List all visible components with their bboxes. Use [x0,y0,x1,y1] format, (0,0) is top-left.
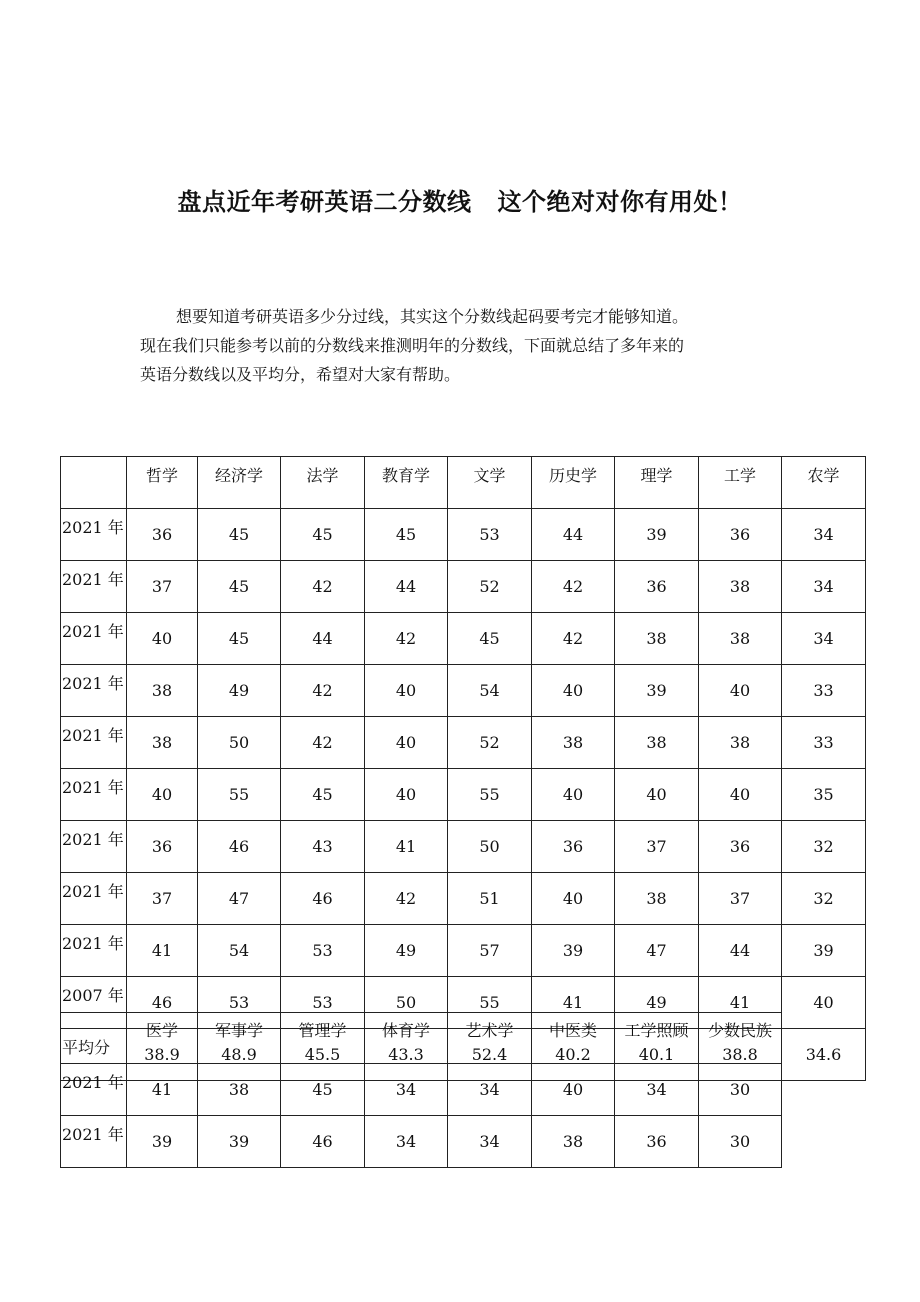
score-cell: 41 [699,977,782,1029]
header-corner-cell [61,457,127,509]
score-cell: 55 [448,769,532,821]
score-cell: 34 [782,509,866,561]
table-row [61,665,866,717]
title-part-1: 盘点近年考研英语二分数线 [177,187,472,216]
score-cell: 36 [699,509,782,561]
score-cell: 40 [699,665,782,717]
header-cell: 少数民族 [699,1013,782,1064]
score-cell: 37 [127,873,198,925]
score-cell: 50 [448,821,532,873]
score-cell: 52 [448,717,532,769]
score-cell: 34 [782,561,866,613]
score-cell: 45 [365,509,448,561]
intro-line-3: 英语分数线以及平均分，希望对大家有帮助。 [140,365,461,384]
header-cell: 工学照顾 [615,1013,699,1064]
score-cell: 30 [699,1116,782,1168]
header-cell: 经济学 [198,457,281,509]
score-cell: 34 [448,1064,532,1116]
score-cell: 46 [281,873,365,925]
score-cell: 45 [281,509,365,561]
score-cell: 40 [127,769,198,821]
score-cell: 42 [365,613,448,665]
row-label: 2021 年 [61,821,127,873]
score-cell: 34.6 [782,1029,866,1081]
score-cell: 40 [699,769,782,821]
score-cell: 39 [615,509,699,561]
row-label: 2021 年 [61,873,127,925]
score-cell: 40 [365,665,448,717]
score-cell: 43.3 [365,1029,448,1081]
table-row [61,509,866,561]
score-cell: 39 [198,1116,281,1168]
score-cell: 36 [615,1116,699,1168]
score-cell: 40 [365,717,448,769]
score-cell: 37 [699,873,782,925]
score-cell: 40 [532,665,615,717]
row-label: 2007 年 [61,977,127,1029]
score-cell: 34 [448,1116,532,1168]
score-cell: 38 [615,613,699,665]
score-cell: 46 [198,821,281,873]
header-cell: 教育学 [365,457,448,509]
row-label: 2021 年 [61,925,127,977]
score-cell: 38 [699,561,782,613]
row-label: 2021 年 [61,561,127,613]
score-cell: 38 [198,1064,281,1116]
score-cell: 43 [281,821,365,873]
score-cell: 38 [532,1116,615,1168]
score-cell: 42 [365,873,448,925]
score-cell: 39 [532,925,615,977]
score-cell: 40.2 [532,1029,615,1081]
score-cell: 34 [782,613,866,665]
score-cell: 49 [615,977,699,1029]
score-cell: 34 [615,1064,699,1116]
table-row [61,1116,782,1168]
score-cell: 33 [782,717,866,769]
score-cell: 44 [281,613,365,665]
header-row [61,457,866,509]
score-cell: 42 [281,717,365,769]
intro-line-1: 想要知道考研英语多少分过线，其实这个分数线起码要考完才能够知道。 [176,307,689,326]
header-cell: 军事学 [198,1013,281,1064]
header-cell: 中医类 [532,1013,615,1064]
score-cell: 41 [532,977,615,1029]
header-cell: 哲学 [127,457,198,509]
score-cell: 34 [365,1116,448,1168]
score-cell: 40.1 [615,1029,699,1081]
score-cell: 35 [782,769,866,821]
score-cell: 54 [448,665,532,717]
score-cell: 55 [448,977,532,1029]
score-cell: 33 [782,665,866,717]
score-cell: 40 [532,873,615,925]
score-cell: 49 [365,925,448,977]
score-cell: 49 [198,665,281,717]
score-cell: 32 [782,821,866,873]
table-row [61,613,866,665]
header-cell: 农学 [782,457,866,509]
intro-line-2: 现在我们只能参考以前的分数线来推测明年的分数线，下面就总结了多年来的 [140,336,685,355]
score-cell: 38.8 [699,1029,782,1081]
score-cell: 38 [532,717,615,769]
score-cell: 53 [448,509,532,561]
score-cell: 45 [448,613,532,665]
row-label: 2021 年 [61,769,127,821]
header-cell: 理学 [615,457,699,509]
table-row [61,1064,782,1116]
score-cell: 38 [615,717,699,769]
score-cell: 44 [365,561,448,613]
row-label: 2021 年 [61,1064,127,1116]
score-cell: 47 [198,873,281,925]
score-cell: 38.9 [127,1029,198,1081]
score-cell: 40 [615,769,699,821]
score-cell: 36 [127,821,198,873]
score-cell: 38 [127,717,198,769]
score-cell: 42 [281,665,365,717]
score-cell: 39 [782,925,866,977]
score-cell: 50 [198,717,281,769]
score-cell: 54 [198,925,281,977]
row-label: 2021 年 [61,717,127,769]
score-cell: 36 [127,509,198,561]
row-label: 2021 年 [61,509,127,561]
score-cell: 52.4 [448,1029,532,1081]
score-cell: 38 [699,717,782,769]
score-cell: 40 [532,769,615,821]
header-cell: 管理学 [281,1013,365,1064]
score-cell: 45 [281,769,365,821]
score-cell: 50 [365,977,448,1029]
score-cell: 53 [281,925,365,977]
score-table-extra [60,1012,782,1168]
header-cell: 艺术学 [448,1013,532,1064]
header-row [61,1013,782,1064]
score-cell: 46 [281,1116,365,1168]
score-cell: 57 [448,925,532,977]
score-cell: 38 [615,873,699,925]
header-cell: 法学 [281,457,365,509]
score-cell: 41 [365,821,448,873]
score-cell: 46 [127,977,198,1029]
table-row [61,873,866,925]
score-cell: 45 [281,1064,365,1116]
table-row [61,925,866,977]
score-cell: 55 [198,769,281,821]
score-cell: 40 [782,977,866,1029]
header-cell: 工学 [699,457,782,509]
header-cell: 文学 [448,457,532,509]
score-cell: 45.5 [281,1029,365,1081]
score-table-main [60,456,866,1081]
score-cell: 47 [615,925,699,977]
row-label: 2021 年 [61,1116,127,1168]
score-cell: 51 [448,873,532,925]
score-cell: 45 [198,613,281,665]
score-cell: 40 [127,613,198,665]
table-row [61,717,866,769]
score-cell: 42 [532,613,615,665]
score-cell: 37 [127,561,198,613]
score-cell: 37 [615,821,699,873]
score-cell: 36 [699,821,782,873]
title-part-2: 这个绝对对你有用处！ [497,187,743,216]
table-row [61,769,866,821]
intro-paragraph [140,302,780,389]
score-cell: 42 [532,561,615,613]
score-cell: 45 [198,561,281,613]
header-cell: 体育学 [365,1013,448,1064]
page-title [0,182,920,217]
header-cell: 历史学 [532,457,615,509]
row-label: 2021 年 [61,665,127,717]
row-label: 2021 年 [61,613,127,665]
table-row [61,821,866,873]
score-cell: 40 [365,769,448,821]
score-cell: 42 [281,561,365,613]
score-cell: 44 [532,509,615,561]
header-corner-cell [61,1013,127,1064]
score-cell: 45 [198,509,281,561]
score-cell: 41 [127,925,198,977]
score-cell: 32 [782,873,866,925]
score-cell: 40 [532,1064,615,1116]
score-cell: 53 [198,977,281,1029]
score-cell: 41 [127,1064,198,1116]
score-cell: 36 [532,821,615,873]
score-cell: 48.9 [198,1029,281,1081]
score-cell: 39 [127,1116,198,1168]
score-cell: 39 [615,665,699,717]
score-cell: 34 [365,1064,448,1116]
header-cell: 医学 [127,1013,198,1064]
score-cell: 38 [699,613,782,665]
score-cell: 36 [615,561,699,613]
row-label: 平均分 [61,1029,127,1081]
table-row [61,561,866,613]
score-cell: 44 [699,925,782,977]
score-cell: 38 [127,665,198,717]
score-cell: 30 [699,1064,782,1116]
score-cell: 53 [281,977,365,1029]
score-cell: 52 [448,561,532,613]
